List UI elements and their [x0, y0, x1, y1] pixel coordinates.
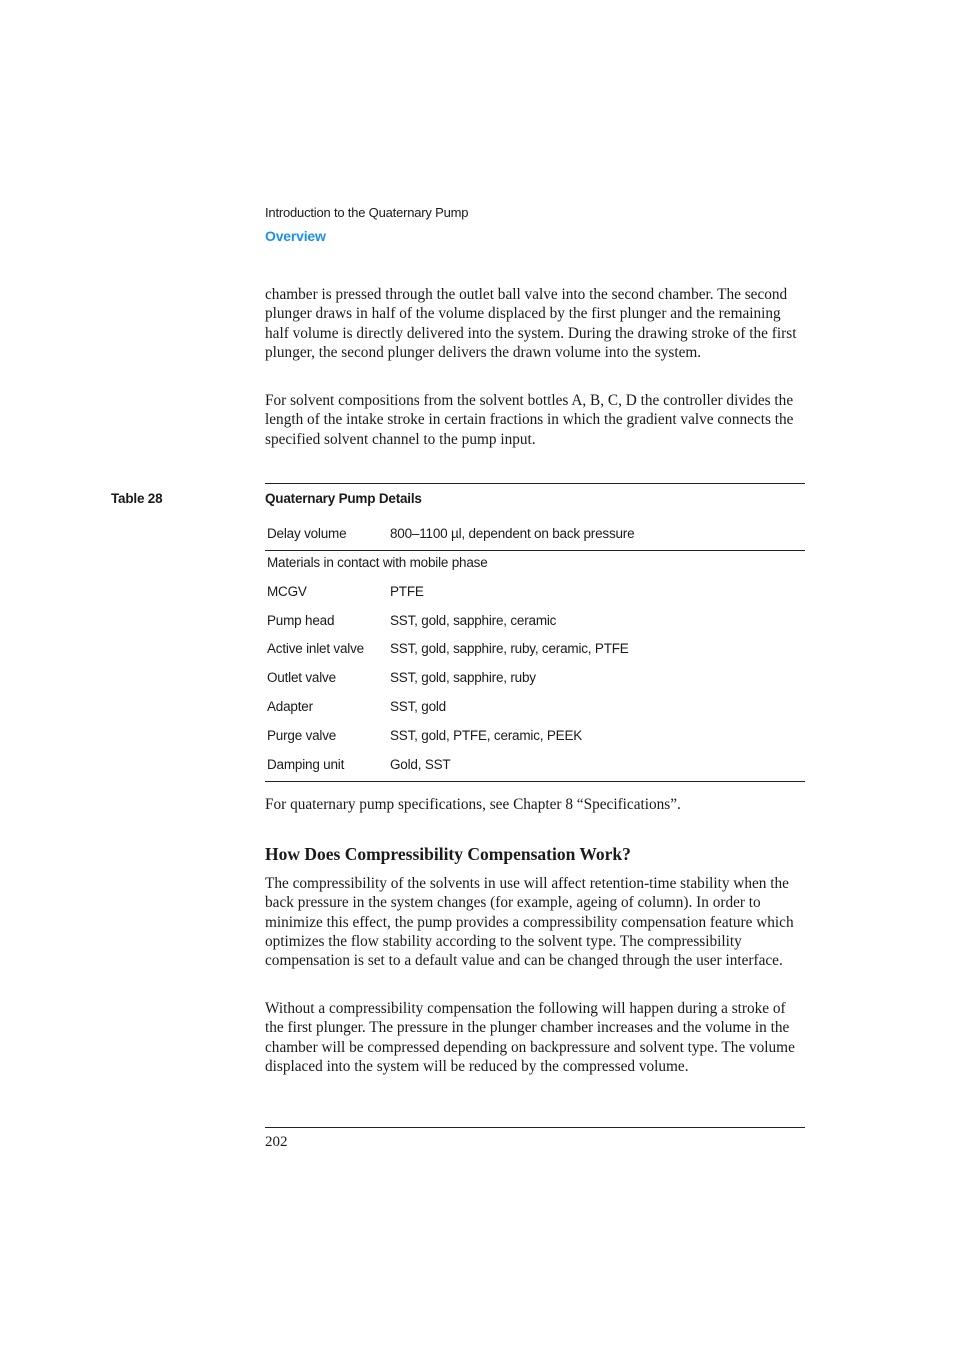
table-cell-value: SST, gold, sapphire, ruby, ceramic, PTFE — [390, 641, 629, 656]
table-cell-value: SST, gold, sapphire, ceramic — [390, 613, 557, 628]
table-row — [265, 693, 805, 722]
table-cell-name: Outlet valve — [267, 670, 336, 685]
table-cell-name: MCGV — [267, 584, 307, 599]
table-row — [265, 607, 805, 636]
footer-rule — [265, 1127, 805, 1128]
section-heading: How Does Compressibility Compensation Work? — [265, 844, 631, 864]
table-cell-value: SST, gold, sapphire, ruby — [390, 670, 536, 685]
table-title: Quaternary Pump Details — [265, 491, 422, 506]
table-row — [265, 578, 805, 607]
table-cell-value: PTFE — [390, 584, 424, 599]
table-cell-name: Purge valve — [267, 728, 337, 743]
table-cell-value: SST, gold, PTFE, ceramic, PEEK — [390, 728, 583, 743]
body-paragraph-2: For solvent compositions from the solvent bottles A, B, C, D the controller divides the length of the intake stroke in certain fractions in which the gradient valve connects the specified solvent channel to the pump input. — [265, 392, 794, 448]
body-paragraph-4: The compressibility of the solvents in use will affect retention-time stability when the back pressure in the system changes (for example, ageing of column). In order to minimize this effect, the pump provides a compressibility compensation feature which optimizes the flow stability according to the solvent type. The compressibility compensation is set to a default value and can be changed through the user interface. — [265, 875, 794, 970]
table-cell-name: Active inlet valve — [267, 641, 364, 656]
table-row — [265, 722, 805, 751]
running-header-section: Introduction to the Quaternary Pump — [265, 205, 469, 220]
table-row — [265, 751, 805, 780]
table-row-delay-volume — [265, 520, 805, 549]
page-number: 202 — [265, 1134, 288, 1150]
table-subheading: Materials in contact with mobile phase — [267, 555, 488, 570]
body-paragraph-1: chamber is pressed through the outlet ball valve into the second chamber. The second plunger draws in half of the volume displaced by the first plunger and the remaining half volume is directly delivered into the system. During the drawing stroke of the first plunger, the second plunger delivers the drawn volume into the system. — [265, 286, 797, 361]
table-cell-name: Damping unit — [267, 757, 345, 772]
table-label: Table 28 — [111, 491, 163, 506]
table-bottom-rule — [265, 781, 805, 782]
running-header-title: Overview — [265, 228, 326, 244]
table-row — [265, 635, 805, 664]
table-row — [265, 664, 805, 693]
table-cell-value: SST, gold — [390, 699, 446, 714]
table-cell-name: Pump head — [267, 613, 335, 628]
table-cell-value: Gold, SST — [390, 757, 451, 772]
table-cell-value: 800–1100 µl, dependent on back pressure — [390, 526, 635, 541]
table-cell-name: Delay volume — [267, 526, 347, 541]
table-top-rule — [265, 483, 805, 484]
body-paragraph-3: For quaternary pump specifications, see Chapter 8 “Specifications”. — [265, 796, 681, 813]
table-row-materials-heading — [265, 549, 805, 578]
table-cell-name: Adapter — [267, 699, 313, 714]
body-paragraph-5: Without a compressibility compensation the following will happen during a stroke of the first plunger. The pressure in the plunger chamber increases and the volume in the chamber will be compressed depending on backpressure and solvent type. The volume displaced into the system will be reduced by the compressed volume. — [265, 1000, 795, 1075]
